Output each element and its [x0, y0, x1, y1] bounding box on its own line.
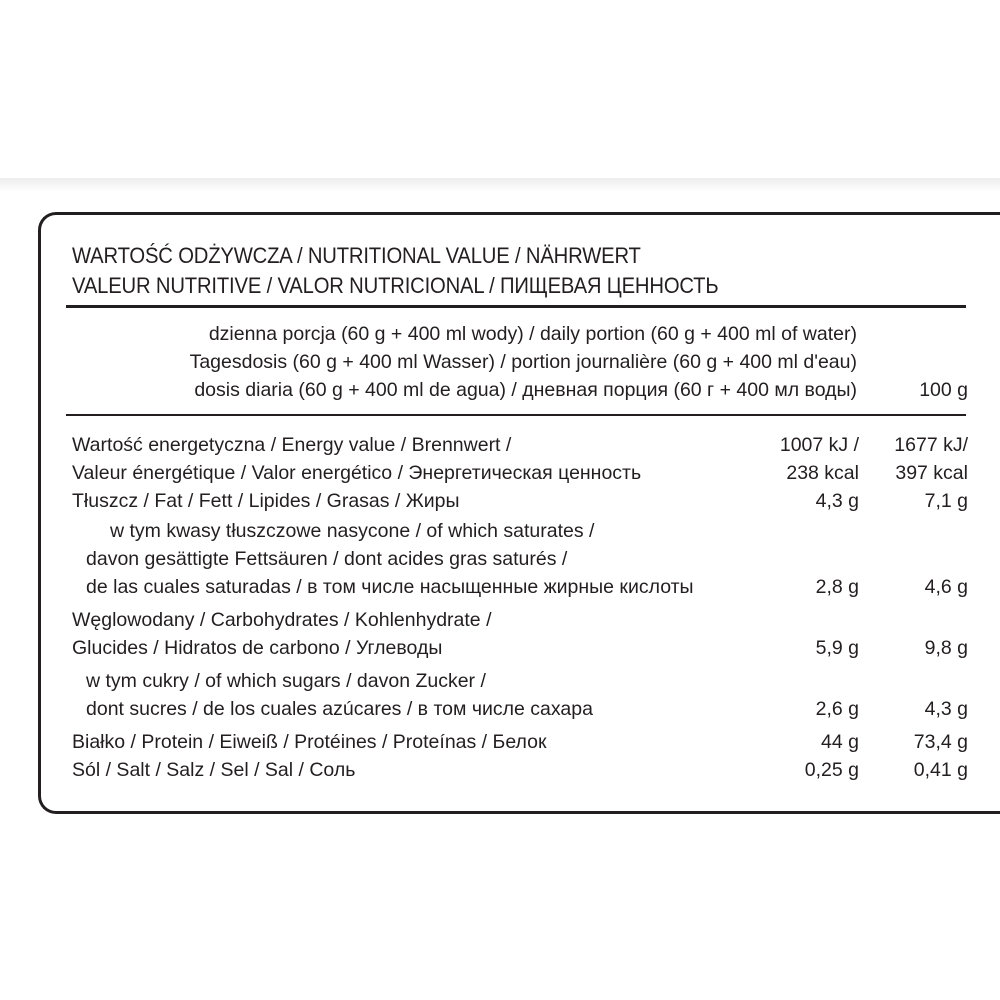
value-energy-kcal-portion: 238 kcal: [786, 462, 859, 484]
value-energy-kj-portion: 1007 kJ /: [779, 434, 859, 456]
row-label-sugars-2: dont sucres / de los cuales azúcares / в том числе сахара: [86, 698, 593, 720]
row-label-salt: Sól / Salt / Salz / Sel / Sal / Соль: [72, 759, 356, 781]
value-sugars-portion: 2,6 g: [815, 698, 859, 720]
portion-description-line-3: dosis diaria (60 g + 400 ml de agua) / дневная порция (60 г + 400 мл воды): [194, 379, 857, 401]
table-divider: [66, 414, 966, 416]
row-label-energy-kj: Wartość energetyczna / Energy value / Brennwert /: [72, 434, 512, 456]
portion-description-line-1: dzienna porcja (60 g + 400 ml wody) / daily portion (60 g + 400 ml of water): [208, 323, 857, 345]
row-label-saturates-3: de las cuales saturadas / в том числе насыщенные жирные кислоты: [86, 576, 694, 598]
row-label-carbohydrates-1: Węglowodany / Carbohydrates / Kohlenhydrate /: [72, 609, 492, 631]
value-energy-kcal-per100: 397 kcal: [895, 462, 968, 484]
heading-divider: [66, 305, 966, 308]
value-energy-kj-per100: 1677 kJ/: [894, 434, 968, 456]
per-100g-header: 100 g: [919, 379, 968, 401]
value-fat-per100: 7,1 g: [924, 490, 968, 512]
row-label-protein: Białko / Protein / Eiweiß / Protéines / Proteínas / Белок: [72, 731, 547, 753]
heading-line-2: VALEUR NUTRITIVE / VALOR NUTRICIONAL / ПИЩЕВАЯ ЦЕННОСТЬ: [72, 273, 719, 298]
row-label-saturates-2: davon gesättigte Fettsäuren / dont acides gras saturés /: [86, 548, 568, 570]
value-saturates-portion: 2,8 g: [815, 576, 859, 598]
row-label-carbohydrates-2: Glucides / Hidratos de carbono / Углеводы: [72, 637, 443, 659]
value-protein-per100: 73,4 g: [913, 731, 968, 753]
row-label-sugars-1: w tym cukry / of which sugars / davon Zucker /: [86, 670, 486, 692]
value-salt-per100: 0,41 g: [913, 759, 968, 781]
value-fat-portion: 4,3 g: [815, 490, 859, 512]
value-sugars-per100: 4,3 g: [924, 698, 968, 720]
heading-line-1: WARTOŚĆ ODŻYWCZA / NUTRITIONAL VALUE / NÄHRWERT: [72, 243, 641, 268]
row-label-fat: Tłuszcz / Fat / Fett / Lipides / Grasas / Жиры: [72, 490, 460, 512]
row-label-energy-kcal: Valeur énergétique / Valor energético / Энергетическая ценность: [72, 462, 642, 484]
value-carbohydrates-portion: 5,9 g: [815, 637, 859, 659]
top-shadow: [0, 178, 1000, 192]
value-carbohydrates-per100: 9,8 g: [924, 637, 968, 659]
value-saturates-per100: 4,6 g: [924, 576, 968, 598]
value-protein-portion: 44 g: [821, 731, 859, 753]
value-salt-portion: 0,25 g: [804, 759, 859, 781]
row-label-saturates-1: w tym kwasy tłuszczowe nasycone / of which saturates /: [110, 520, 595, 542]
portion-description-line-2: Tagesdosis (60 g + 400 ml Wasser) / portion journalière (60 g + 400 ml d'eau): [189, 351, 857, 373]
